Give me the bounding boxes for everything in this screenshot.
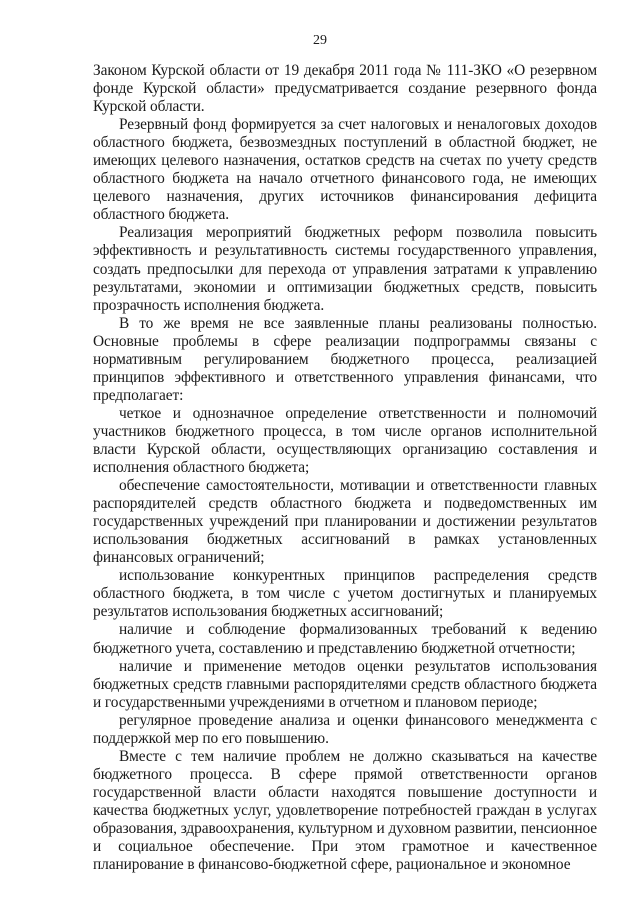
paragraph-list-item: четкое и однозначное определение ответственности и полномочий участников бюджетного процесса, в том числе органов исполнительной власти Курской области, осуществляющих организацию составления и исполнения областного бюджета; [93,404,597,477]
paragraph-list-item: использование конкурентных принципов распределения средств областного бюджета, в том числе с учетом достигнутых и планируемых результатов использования бюджетных ассигнований; [93,567,597,621]
body-text [93,62,597,874]
paragraph-budget-reforms: Реализация мероприятий бюджетных реформ позволила повысить эффективность и результативность системы государственного управления, создать предпосылки для перехода от управления затратами к управлению результатами, экономии и оптимизации бюджетных средств, повысить прозрачность исполнения бюджета. [93,224,597,314]
paragraph-reserve-fund: Резервный фонд формируется за счет налоговых и неналоговых доходов областного бюджета, безвозмездных поступлений в областной бюджет, не имеющих целевого назначения, остатков средств на счетах по учету средств областного бюджета на начало отчетного финансового года, не имеющих целевого назначения, других источников финансирования дефицита областного бюджета. [93,116,597,224]
page-number: 29 [313,33,327,48]
paragraph-list-item: регулярное проведение анализа и оценки финансового менеджмента с поддержкой мер по его повышению. [93,711,597,747]
paragraph-problems: В то же время не все заявленные планы реализованы полностью. Основные проблемы в сфере реализации подпрограммы связаны с нормативным регулированием бюджетного процесса, реализацией принципов эффективного и ответственного управления финансами, что предполагает: [93,314,597,404]
paragraph-list-item: наличие и применение методов оценки результатов использования бюджетных средств главными распорядителями средств областного бюджета и государственными учреждениями в отчетном и плановом периоде; [93,657,597,711]
paragraph-list-item: наличие и соблюдение формализованных требований к ведению бюджетного учета, составлению и представлению бюджетной отчетности; [93,621,597,657]
paragraph-continuation: Законом Курской области от 19 декабря 2011 года № 111-ЗКО «О резервном фонде Курской области» предусматривается создание резервного фонда Курской области. [93,62,597,116]
paragraph-list-item: обеспечение самостоятельности, мотивации и ответственности главных распорядителей средств областного бюджета и подведомственных им государственных учреждений при планировании и достижении результатов использования бюджетных ассигнований в рамках установленных финансовых ограничений; [93,477,597,567]
paragraph-quality: Вместе с тем наличие проблем не должно сказываться на качестве бюджетного процесса. В сфере прямой ответственности органов государственной власти области находятся повышение доступности и качества бюджетных услуг, удовлетворение потребностей граждан в услугах образования, здравоохранения, культурном и духовном развитии, пенсионное и социальное обеспечение. При этом грамотное и качественное планирование в финансово-бюджетной сфере, рациональное и экономное [93,747,597,874]
